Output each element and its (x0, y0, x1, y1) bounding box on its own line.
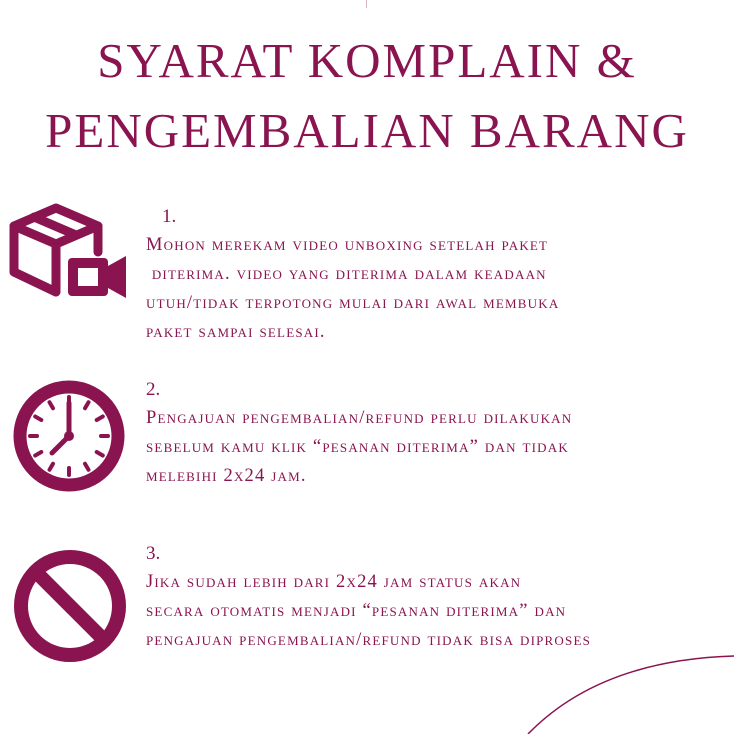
item-text-line: paket sampai selesai. (146, 322, 326, 342)
item-text-line: Pengajuan pengembalian/refund perlu dilakukan (146, 408, 573, 428)
page-title-line-1: SYARAT KOMPLAIN & (97, 33, 637, 88)
item-number: 3. (146, 543, 161, 564)
item-number: 2. (146, 379, 161, 400)
item-text-line: diterima. video yang diterima dalam keadaan (146, 264, 547, 284)
item-text-line: Jika sudah lebih dari 2x24 jam status akan (146, 572, 522, 592)
item-number: 1. (162, 206, 177, 227)
item-text-line: melebihi 2x24 jam. (146, 466, 307, 486)
item-text-line: secara otomatis menjadi “pesanan diterima” dan (146, 601, 567, 621)
item-text-line: Mohon merekam video unboxing setelah paket (146, 235, 549, 255)
item-text-line: utuh/tidak terpotong mulai dari awal membuka (146, 293, 560, 313)
page-title-line-2: PENGEMBALIAN BARANG (45, 103, 689, 158)
item-text-line: pengajuan pengembalian/refund tidak bisa diproses (146, 630, 592, 650)
item-text-line: sebelum kamu klik “pesanan diterima” dan tidak (146, 437, 569, 457)
